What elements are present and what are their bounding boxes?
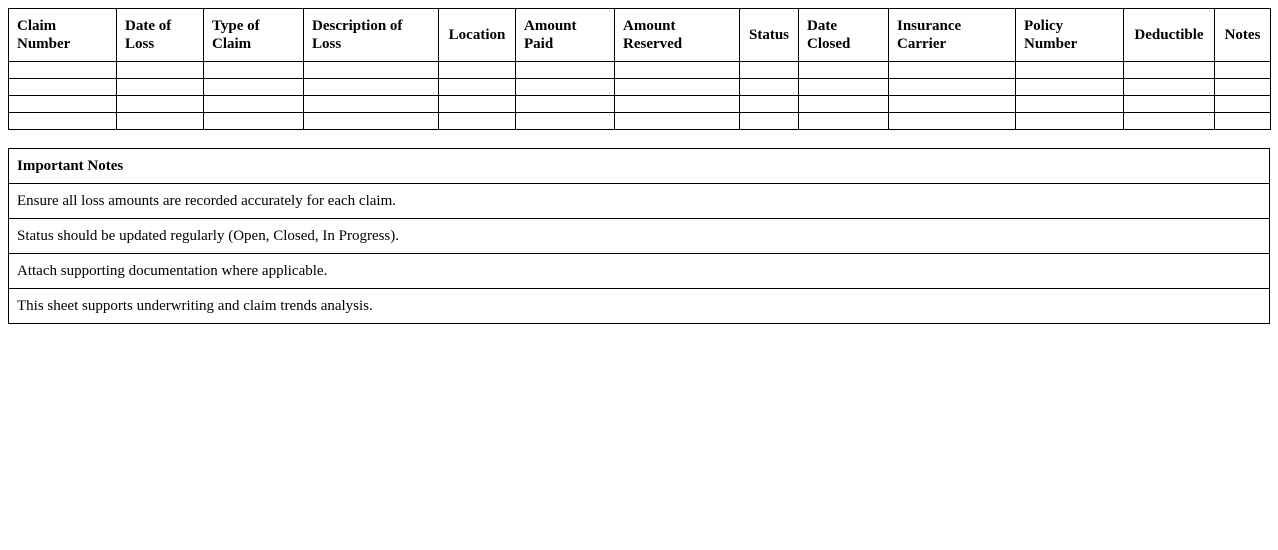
note-item: Attach supporting documentation where applicable. [9, 254, 1270, 289]
header-policy-number: Policy Number [1016, 9, 1124, 62]
table-cell[interactable] [1124, 79, 1215, 96]
table-cell[interactable] [204, 79, 304, 96]
table-cell[interactable] [9, 79, 117, 96]
table-cell[interactable] [1215, 96, 1271, 113]
table-cell[interactable] [117, 96, 204, 113]
table-cell[interactable] [889, 113, 1016, 130]
table-cell[interactable] [1215, 62, 1271, 79]
header-notes: Notes [1215, 9, 1271, 62]
table-cell[interactable] [1016, 113, 1124, 130]
note-item: This sheet supports underwriting and claim trends analysis. [9, 289, 1270, 324]
table-cell[interactable] [889, 96, 1016, 113]
table-cell[interactable] [615, 62, 740, 79]
table-cell[interactable] [615, 113, 740, 130]
table-cell[interactable] [304, 79, 439, 96]
header-type-of-claim: Type of Claim [204, 9, 304, 62]
note-item: Ensure all loss amounts are recorded accurately for each claim. [9, 184, 1270, 219]
note-item: Status should be updated regularly (Open, Closed, In Progress). [9, 219, 1270, 254]
table-cell[interactable] [889, 62, 1016, 79]
claims-table-body [9, 62, 1271, 130]
table-cell[interactable] [1016, 96, 1124, 113]
header-claim-number: Claim Number [9, 9, 117, 62]
header-date-closed: Date Closed [799, 9, 889, 62]
table-cell[interactable] [117, 113, 204, 130]
notes-header-row [9, 149, 1270, 184]
claims-header-row [9, 9, 1271, 62]
table-cell[interactable] [615, 79, 740, 96]
header-amount-paid: Amount Paid [516, 9, 615, 62]
notes-title: Important Notes [9, 149, 1270, 184]
table-cell[interactable] [304, 96, 439, 113]
table-cell[interactable] [1215, 79, 1271, 96]
table-cell[interactable] [740, 113, 799, 130]
table-cell[interactable] [117, 79, 204, 96]
header-amount-reserved: Amount Reserved [615, 9, 740, 62]
note-row [9, 184, 1270, 219]
table-cell[interactable] [439, 113, 516, 130]
table-cell[interactable] [439, 62, 516, 79]
table-cell[interactable] [799, 113, 889, 130]
table-cell[interactable] [516, 79, 615, 96]
header-insurance-carrier: Insurance Carrier [889, 9, 1016, 62]
claims-table [8, 8, 1271, 130]
table-cell[interactable] [799, 96, 889, 113]
table-cell[interactable] [740, 96, 799, 113]
header-location: Location [439, 9, 516, 62]
table-cell[interactable] [9, 113, 117, 130]
table-cell[interactable] [615, 96, 740, 113]
table-row [9, 62, 1271, 79]
table-cell[interactable] [439, 79, 516, 96]
table-cell[interactable] [439, 96, 516, 113]
table-cell[interactable] [516, 96, 615, 113]
table-cell[interactable] [516, 113, 615, 130]
table-cell[interactable] [1124, 113, 1215, 130]
table-cell[interactable] [740, 79, 799, 96]
table-row [9, 79, 1271, 96]
header-status: Status [740, 9, 799, 62]
header-date-of-loss: Date of Loss [117, 9, 204, 62]
table-cell[interactable] [1124, 62, 1215, 79]
table-cell[interactable] [9, 62, 117, 79]
table-cell[interactable] [740, 62, 799, 79]
table-cell[interactable] [1016, 79, 1124, 96]
table-cell[interactable] [204, 96, 304, 113]
note-row [9, 254, 1270, 289]
table-cell[interactable] [304, 113, 439, 130]
table-cell[interactable] [117, 62, 204, 79]
table-cell[interactable] [516, 62, 615, 79]
table-cell[interactable] [1215, 113, 1271, 130]
table-cell[interactable] [204, 113, 304, 130]
table-cell[interactable] [799, 62, 889, 79]
table-cell[interactable] [9, 96, 117, 113]
table-cell[interactable] [1016, 62, 1124, 79]
table-cell[interactable] [204, 62, 304, 79]
header-description-of-loss: Description of Loss [304, 9, 439, 62]
table-cell[interactable] [799, 79, 889, 96]
table-cell[interactable] [889, 79, 1016, 96]
note-row [9, 219, 1270, 254]
header-deductible: Deductible [1124, 9, 1215, 62]
table-row [9, 96, 1271, 113]
note-row [9, 289, 1270, 324]
table-row [9, 113, 1271, 130]
table-cell[interactable] [1124, 96, 1215, 113]
important-notes-table [8, 148, 1270, 324]
table-cell[interactable] [304, 62, 439, 79]
